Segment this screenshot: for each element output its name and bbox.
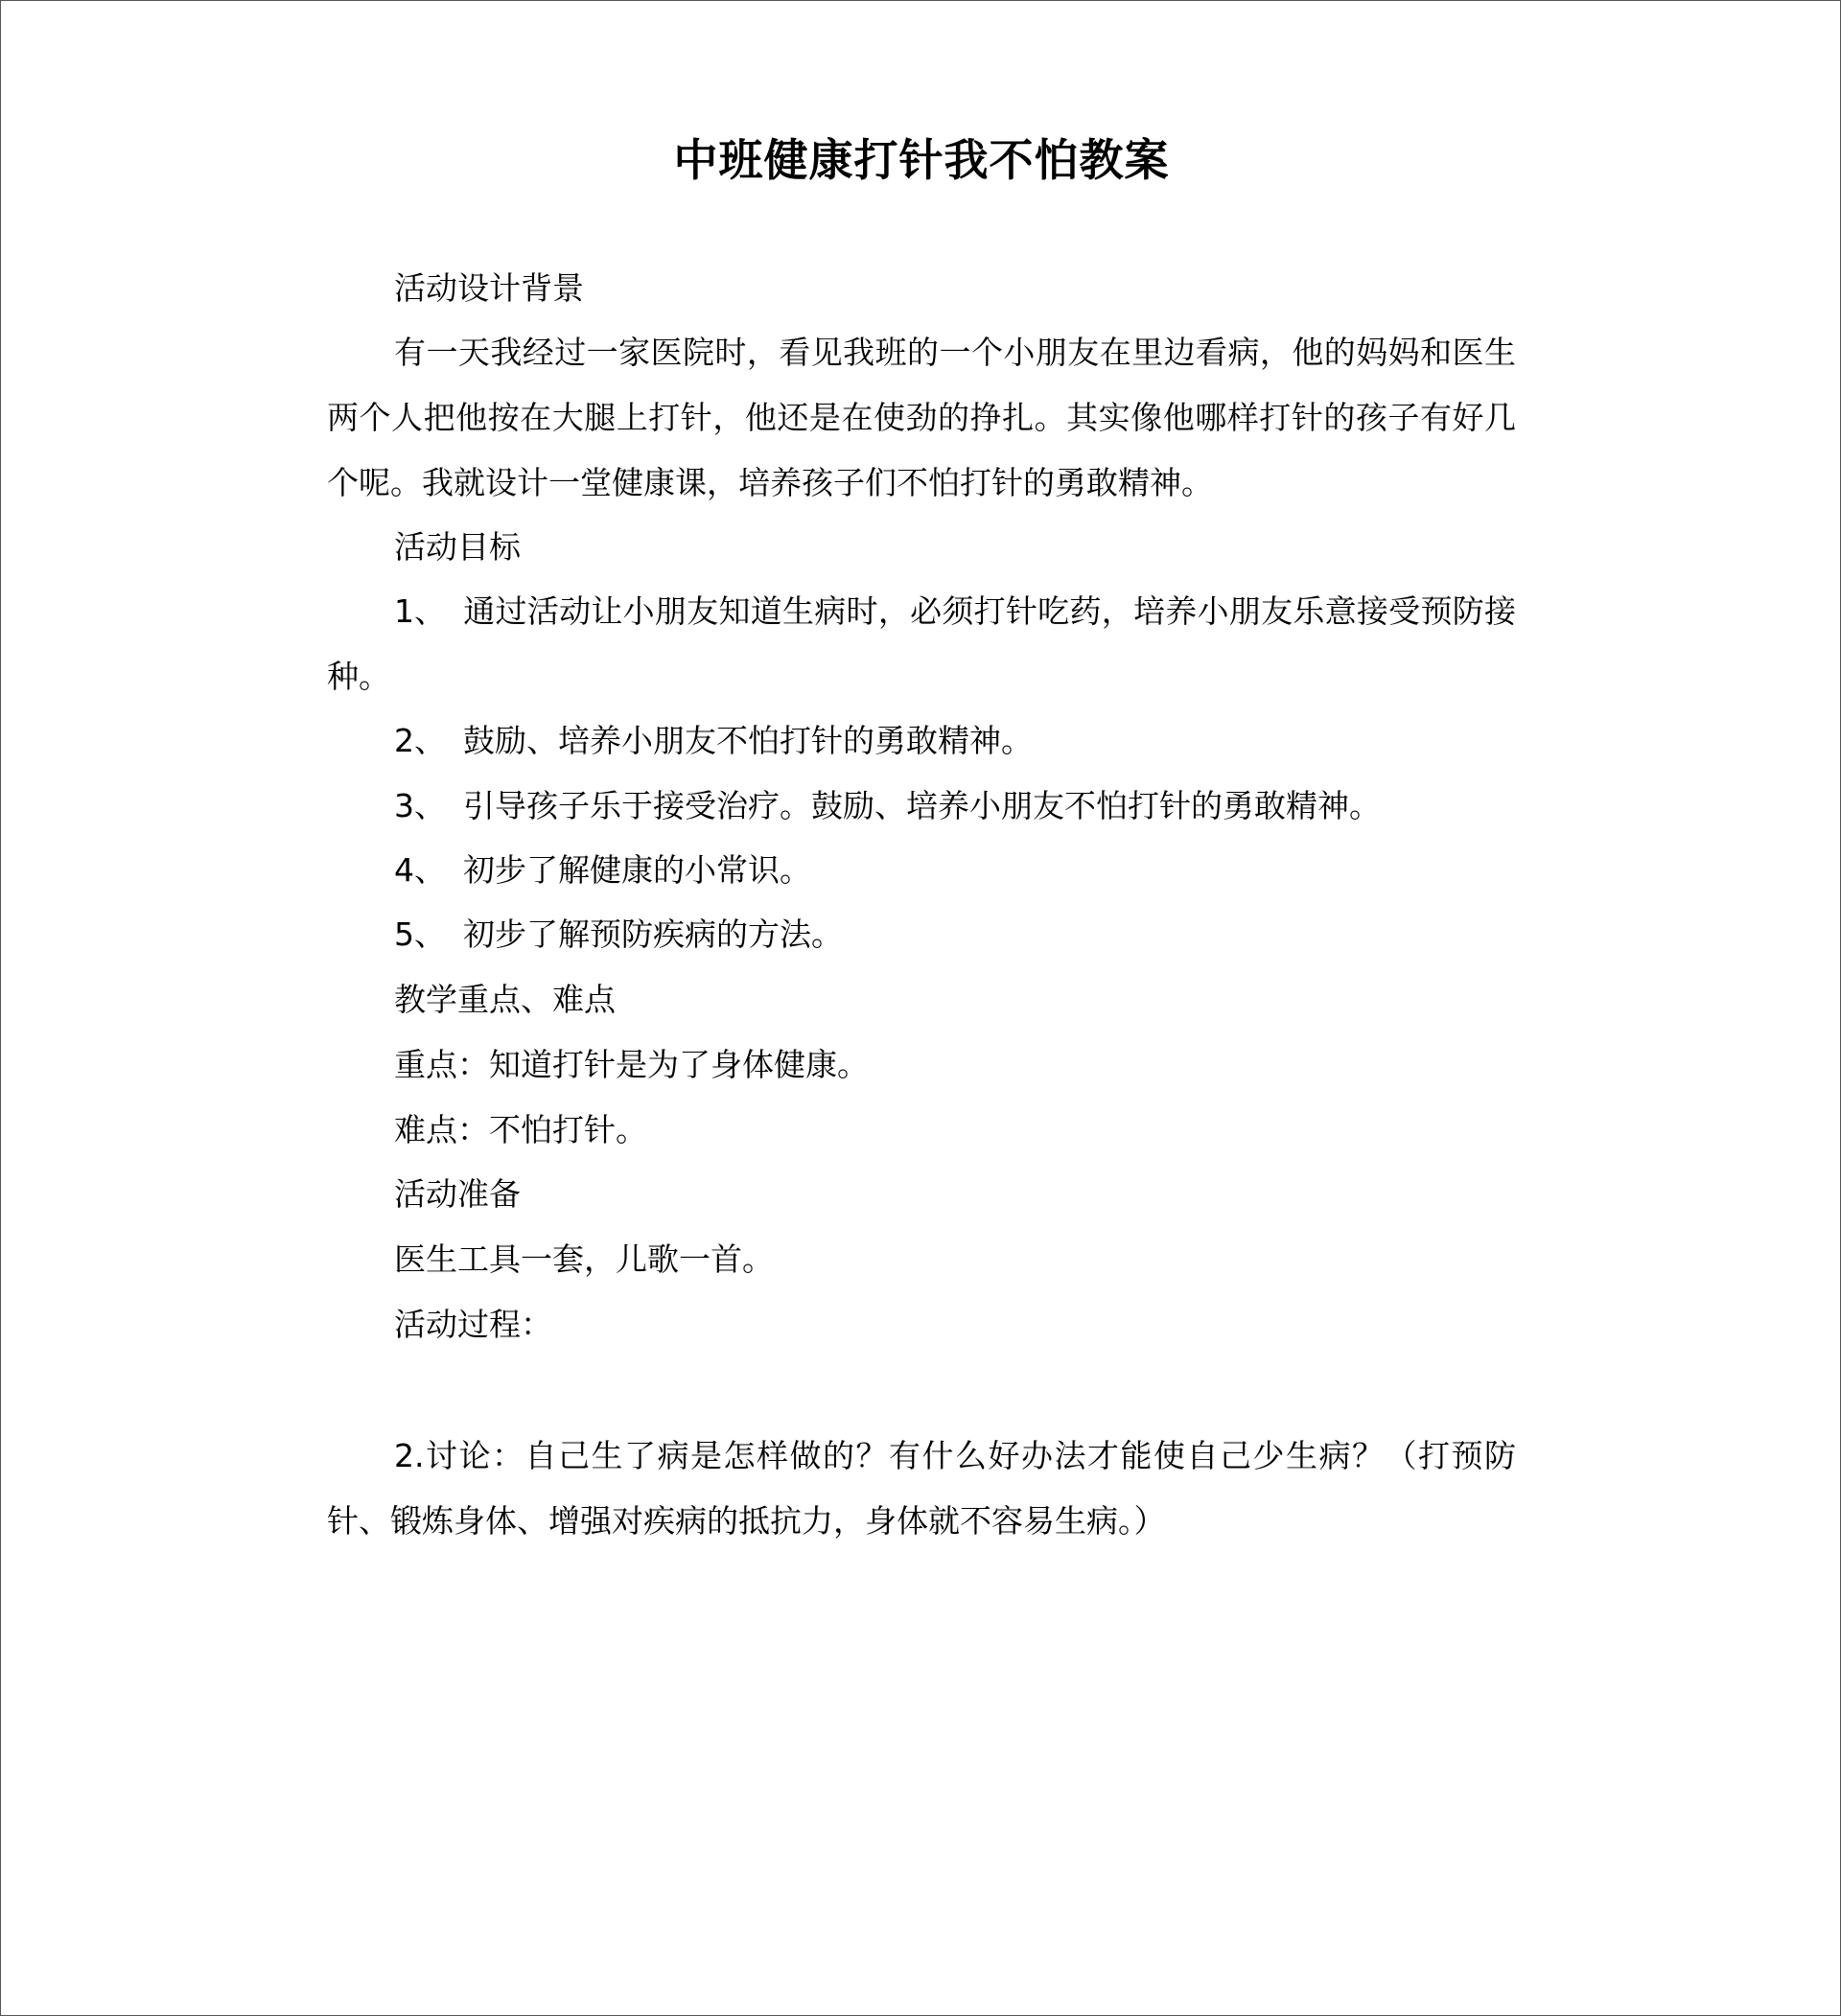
goal-item-1 [327, 579, 1516, 709]
goal-item-3 [327, 774, 1583, 839]
key-point: 重点：知道打针是为了身体健康。 [394, 1046, 869, 1083]
prep-text: 医生工具一套，儿歌一首。 [394, 1240, 774, 1278]
goal-item-2 [327, 708, 1583, 774]
goal-number: 2、 [394, 722, 446, 759]
goal-item-4 [327, 838, 1583, 903]
goals-heading: 活动目标 [394, 528, 521, 566]
document-title: 中班健康打针我不怕教案 [673, 134, 1170, 186]
goal-number: 4、 [394, 851, 446, 889]
goal-text: 初步了解预防疾病的方法。 [463, 915, 843, 953]
goal-item-5 [327, 902, 1583, 967]
goal-text: 鼓励、培养小朋友不怕打针的勇敢精神。 [463, 722, 1033, 759]
goal-number: 5、 [394, 915, 446, 953]
background-paragraph: 有一天我经过一家医院时，看见我班的一个小朋友在里边看病，他的妈妈和医生两个人把他按在大腿上打针，他还是在使劲的挣扎。其实像他哪样打针的孩子有好几个呢。我就设计一堂健康课，培养孩子们不怕打针的勇敢精神。 [327, 334, 1516, 501]
goal-text: 引导孩子乐于接受治疗。鼓励、培养小朋友不怕打针的勇敢精神。 [463, 787, 1381, 824]
key-points-heading: 教学重点、难点 [394, 981, 616, 1018]
process-heading: 活动过程： [394, 1306, 552, 1343]
goal-text: 初步了解健康的小常识。 [463, 851, 811, 889]
discussion-paragraph: 2.讨论：自己生了病是怎样做的？有什么好办法才能使自己少生病？（打预防针、锻炼身体、增强对疾病的抵抗力，身体就不容易生病。） [327, 1437, 1516, 1540]
goal-number: 3、 [394, 787, 446, 824]
goal-text: 通过活动让小朋友知道生病时，必须打针吃药，培养小朋友乐意接受预防接种。 [327, 592, 1516, 695]
difficulty: 难点：不怕打针。 [394, 1111, 647, 1148]
prep-heading: 活动准备 [394, 1175, 521, 1213]
background-heading: 活动设计背景 [394, 269, 584, 307]
goal-number: 1、 [394, 592, 446, 630]
